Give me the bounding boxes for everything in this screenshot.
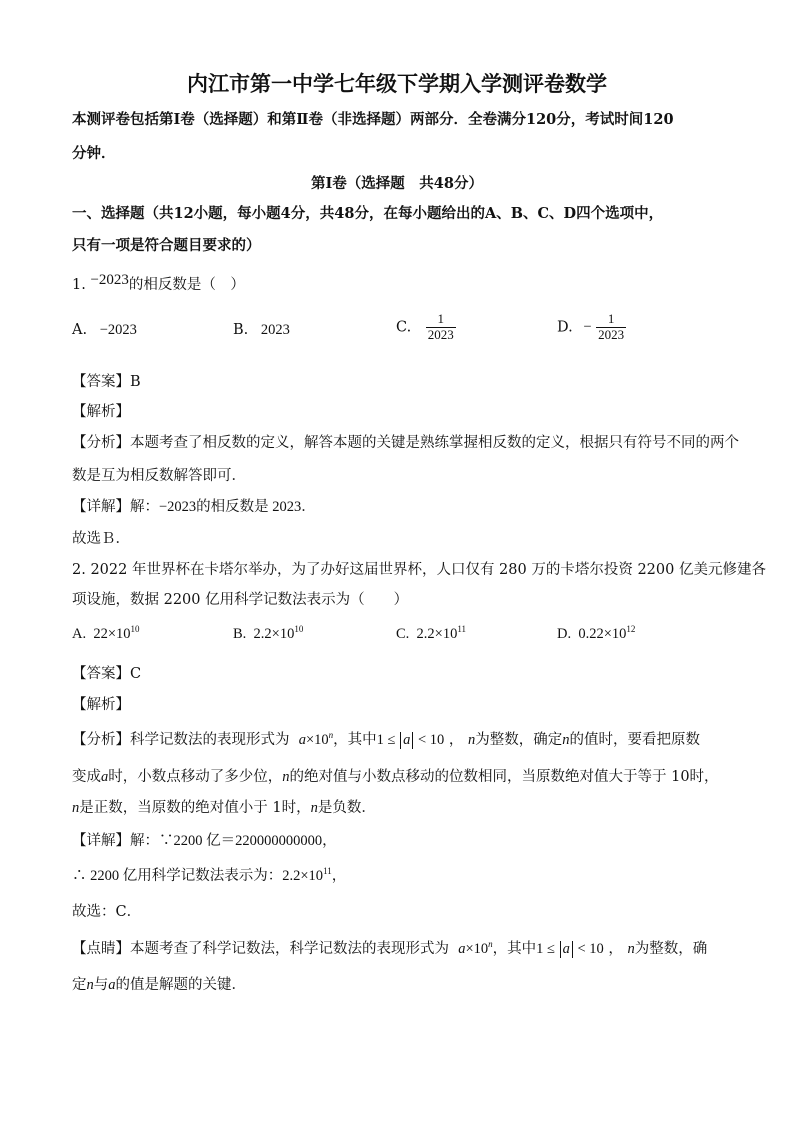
q2-stem-line-1: 2. 2022 年世界杯在卡塔尔举办，为了办好这届世界杯，人口仅有 280 万的卡塔尔投资 2200 亿美元修建各 xyxy=(72,562,766,578)
option-a xyxy=(72,322,137,339)
q2-analysis-tag: 【解析】 xyxy=(72,697,130,713)
q1-choose: 故选Ｂ． xyxy=(72,531,130,547)
option-label: D. xyxy=(557,319,573,336)
option-c xyxy=(396,312,456,343)
q1-analysis-tag: 【解析】 xyxy=(72,404,130,420)
fraction xyxy=(426,312,456,343)
option-d xyxy=(557,312,626,343)
numerator: 1 xyxy=(607,311,615,326)
option-b xyxy=(233,322,290,339)
option-label: C. xyxy=(396,319,412,336)
numerator: 1 xyxy=(437,311,445,326)
math-expression: −2023 xyxy=(90,272,129,288)
q2-option-c: C. $2.2\times 10^{11}$ xyxy=(396,624,467,642)
q2-option-a: A. $22\times 10^{10}$ xyxy=(72,624,140,642)
fraction xyxy=(596,312,626,343)
option-value: −2023 xyxy=(99,322,137,338)
q2-detail-line-2: ∴ 2200 亿用科学记数法表示为：$2.2\times 10^{11}$， xyxy=(72,866,347,884)
q2-stem-line-2: 项设施，数据 2200 亿用科学记数法表示为（ ） xyxy=(72,592,409,608)
section-header: 第Ⅰ卷（选择题 共48分） xyxy=(311,175,483,192)
stem-text: 的相反数是（ ） xyxy=(128,277,245,293)
q1-answer: 【答案】B xyxy=(72,374,141,390)
q2-fenxi-line-1: 【分析】科学记数法的表现形式为 $a\times 10^n$，其中1 ≤ a < 10 ， n为整数，确定n的值时，要看把原数 xyxy=(72,730,700,748)
q2-dianjing-line-2: 定n与a的值是解题的关键． xyxy=(72,977,246,993)
option-value: 2023 xyxy=(260,322,290,338)
question-number: 1. xyxy=(72,277,86,293)
q2-choose: 故选：C． xyxy=(72,904,142,920)
page-title: 内江市第一中学七年级下学期入学测评卷数学 xyxy=(187,71,607,96)
question-1-stem xyxy=(72,273,245,294)
q2-detail-line-1: 【详解】解：∵2200 亿＝220000000000， xyxy=(72,833,337,849)
denominator: 2023 xyxy=(598,326,625,342)
instruction-line-2: 只有一项是符合题目要求的） xyxy=(72,237,261,254)
intro-line-2: 分钟． xyxy=(72,145,116,162)
q2-answer: 【答案】C xyxy=(72,666,142,682)
option-label: B. xyxy=(233,322,249,338)
q1-detail: 【详解】解：−2023的相反数是 2023． xyxy=(72,499,316,515)
q2-fenxi-line-2: 变成a时，小数点移动了多少位，n的绝对值与小数点移动的位数相同，当原数绝对值大于等于 10时， xyxy=(72,769,719,785)
q2-fenxi-line-3: n是正数，当原数的绝对值小于 1时，n是负数． xyxy=(72,800,376,816)
q2-option-b: B. $2.2\times 10^{10}$ xyxy=(233,624,304,642)
q2-option-d: D. $0.22\times 10^{12}$ xyxy=(557,624,636,642)
minus-sign: − xyxy=(583,318,592,335)
q1-fenxi-line-1: 【分析】本题考查了相反数的定义，解答本题的关键是熟练掌握相反数的定义，根据只有符号不同的两个 xyxy=(72,435,739,451)
denominator: 2023 xyxy=(427,326,454,342)
instruction-line-1: 一、选择题（共12小题，每小题4分，共48分，在每小题给出的A、B、C、D四个选项中， xyxy=(72,205,664,222)
q2-dianjing-line-1: 【点睛】本题考查了科学记数法，科学记数法的表现形式为 $a\times 10^n$，其中1 ≤ a < 10 ， n为整数，确 xyxy=(72,939,708,957)
intro-line-1: 本测评卷包括第Ⅰ卷（选择题）和第Ⅱ卷（非选择题）两部分．全卷满分120分，考试时间120 xyxy=(72,111,674,128)
option-label: A. xyxy=(72,322,88,338)
q1-fenxi-line-2: 数是互为相反数解答即可． xyxy=(72,468,246,484)
